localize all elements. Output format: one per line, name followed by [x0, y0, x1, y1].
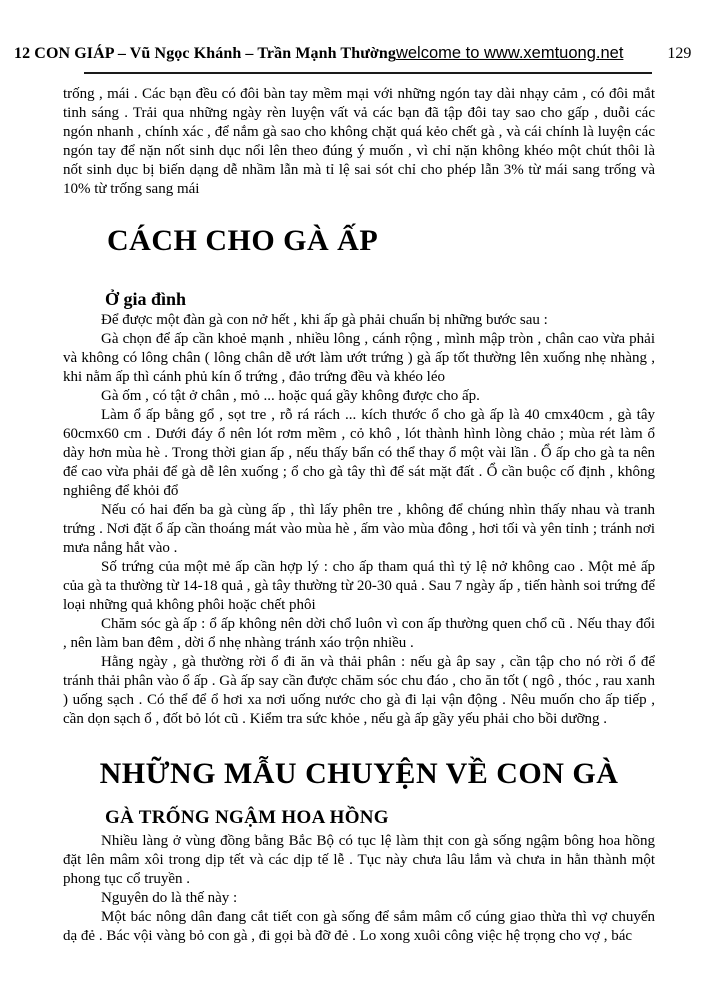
intro-paragraph: trống , mái . Các bạn đều có đôi bàn tay mềm mại với những ngón tay dài nhạy cảm , có đôi mắt tinh sáng . Trải qua những ngày rèn luyện vất vả các bạn đã tập đôi tay sao cho gấp , duỗi các ngón nhanh , chính xác , để nắm gà sao cho không chặt quá kẻo chết gà , và cái chính là luyện các ngón tay để nặn nốt sinh dục nổi lên theo đúng ý muốn , vì chỉ nặn không khéo một chút thôi là nốt sinh dục bị biến dạng dễ nhầm lẫn mà tỉ lệ sai sót chỉ cho phép lẫn 3% từ mái sang trống và 10% từ trống sang mái	[63, 86, 655, 197]
page-content	[0, 85, 702, 946]
paragraph: Để được một đàn gà con nở hết , khi ấp gà phải chuẩn bị những bước sau :	[101, 312, 548, 328]
paragraph: Gà ốm , có tật ở chân , mỏ ... hoặc quá gầy không được cho ấp.	[101, 388, 480, 404]
book-title: 12 CON GIÁP – Vũ Ngọc Khánh – Trần Mạnh Thường	[14, 45, 396, 62]
site-link[interactable]: welcome to www.xemtuong.net	[395, 44, 624, 62]
paragraph: Số trứng của một mẻ ấp cần hợp lý : cho ấp tham quá thì tỷ lệ nở không cao . Một mẻ ấp của gà ta thường từ 14-18 quả , gà tây thường từ 20-30 quả . Sau 7 ngày ấp , tiến hành soi trứng để loại những quả không phôi hoặc chết phôi	[63, 559, 655, 613]
header-divider	[84, 72, 652, 74]
paragraph: Nguyên do là thế này :	[101, 890, 238, 906]
paragraph: Gà chọn để ấp cần khoẻ mạnh , nhiều lông , cánh rộng , mình mập tròn , chân cao vừa phải và không có lông chân ( lông chân dễ ướt làm ướt trứng ) gà ấp tốt thường lên xuống nhẹ nhàng , khi nằm ấp thì cánh phủ kín ổ trứng , đảo trứng đều và khéo léo	[63, 331, 655, 385]
section1-subheading: Ở gia đình	[105, 289, 187, 309]
page-number: 129	[667, 45, 692, 62]
paragraph: Hằng ngày , gà thường rời ổ đi ăn và thải phân : nếu gà âp say , cần tập cho nó rời ổ để tránh thải phân vào ổ ấp . Gà ấp say cần được chăm sóc chu đáo , cho ăn tốt ( ngô , thóc , rau xanh ) uống sạch . Có thể để ổ hơi xa nơi uống nước cho gà đi lại vận động . Nêu muốn cho ấp tiếp , cần dọn sạch ổ , đốt bỏ lót cũ . Kiểm tra sức khỏe , nếu gà ấp gầy yếu phải cho bồi dưỡng .	[63, 654, 655, 727]
section1-title: CÁCH CHO GÀ ẤP	[107, 224, 379, 257]
paragraph: Một bác nông dân đang cắt tiết con gà sống để sắm mâm cổ cúng giao thừa thì vợ chuyển dạ đẻ . Bác vội vàng bỏ con gà , đi gọi bà đỡ đẻ . Lo xong xuôi công việc hệ trọng cho vợ , bác	[63, 909, 655, 944]
section2-title: NHỮNG MẪU CHUYỆN VỀ CON GÀ	[99, 757, 619, 790]
paragraph: Nếu có hai đến ba gà cùng ấp , thì lấy phên tre , không để chúng nhìn thấy nhau và tranh trứng . Nơi đặt ổ ấp cần thoáng mát vào mùa hè , ấm vào mùa đông , hơi tối và yên tỉnh ; tránh nơi mưa nắng hắt vào .	[63, 502, 655, 556]
paragraph: Nhiều làng ở vùng đồng bằng Bắc Bộ có tục lệ làm thịt con gà sống ngậm bông hoa hồng đặt lên mâm xôi trong dịp tết và các dịp tế lễ . Tục này chưa lâu lắm và chưa in hằn thành một phong tục cổ truyền .	[63, 833, 655, 887]
page-header	[0, 0, 702, 63]
paragraph: Chăm sóc gà ấp : ổ ấp không nên dời chổ luôn vì con ấp thường quen chổ cũ . Nếu thay đổi , nên làm ban đêm , dời ổ nhẹ nhàng tránh xáo trộn nhiều .	[63, 616, 655, 651]
section2-subheading: GÀ TRỐNG NGẬM HOA HỒNG	[105, 807, 389, 828]
paragraph: Làm ổ ấp bằng gổ , sọt tre , rỗ rá rách ... kích thước ổ cho gà ấp là 40 cmx40cm , gà tây 60cmx60 cm . Dưới đáy ổ nên lót rơm mềm , cỏ khô , lót thành hình lòng chảo ; mùa rét làm ổ dày hơn mùa hè . Trong thời gian ấp , nếu thấy bẩn có thể thay ổ một vài lần . Ổ ấp cho gà ta nên để cao vừa phải để gà dễ lên xuống ; ổ cho gà tây thì để sát mặt đất . Ổ cần buộc cố định , không nghiêng để khỏi đổ	[63, 407, 655, 499]
